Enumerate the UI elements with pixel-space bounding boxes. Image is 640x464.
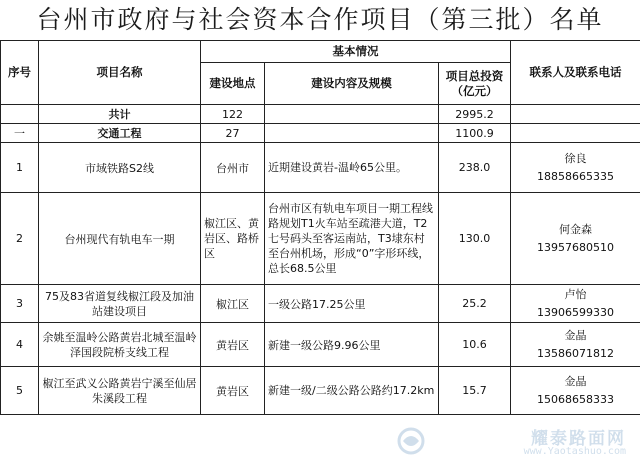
- total-content: [265, 105, 439, 124]
- row-project-name: 台州现代有轨电车一期: [39, 193, 201, 285]
- row-contact: [511, 323, 640, 367]
- category-row: [1, 124, 640, 143]
- row-location: 椒江区、黄岩区、路桥区: [201, 193, 265, 285]
- row-investment: 15.7: [439, 367, 511, 415]
- category-label: 交通工程: [39, 124, 201, 143]
- header-project-name: 项目名称: [39, 41, 201, 105]
- watermark-logo-icon: [394, 426, 428, 456]
- row-location: 椒江区: [201, 285, 265, 323]
- table-row: [1, 143, 640, 193]
- row-content: 台州市区有轨电车项目一期工程线路规划T1火车站至疏港大道，T2七号码头至客运南站，T3埭东村至台州机场，形成“0”字形环线，总长68.5公里: [265, 193, 439, 285]
- contact-name: 金晶: [564, 328, 587, 342]
- header-row-top: [1, 41, 640, 63]
- row-contact: [511, 143, 640, 193]
- row-location: 台州市: [201, 143, 265, 193]
- row-content: 新建一级公路9.96公里: [265, 323, 439, 367]
- row-project-name: 余姚至温岭公路黄岩北城至温岭泽国段院桥支线工程: [39, 323, 201, 367]
- row-seq: 2: [1, 193, 39, 285]
- watermark-text: 耀泰路面网: [531, 429, 626, 449]
- header-seq: 序号: [1, 41, 39, 105]
- row-seq: 1: [1, 143, 39, 193]
- category-content: [265, 124, 439, 143]
- contact-phone: 13586071812: [537, 346, 615, 360]
- row-content: 一级公路17.25公里: [265, 285, 439, 323]
- header-basic-info: 基本情况: [201, 41, 511, 63]
- category-contact: [511, 124, 640, 143]
- row-project-name: 椒江至武义公路黄岩宁溪至仙居朱溪段工程: [39, 367, 201, 415]
- page-title: 台州市政府与社会资本合作项目（第三批）名单: [36, 5, 604, 34]
- header-content: 建设内容及规模: [265, 63, 439, 105]
- row-project-name: 市域铁路S2线: [39, 143, 201, 193]
- total-label: 共计: [39, 105, 201, 124]
- header-contact: 联系人及联系电话: [511, 41, 640, 105]
- row-content: 新建一级/二级公路公路约17.2km: [265, 367, 439, 415]
- contact-name: 何金森: [559, 222, 593, 236]
- row-location: 黄岩区: [201, 367, 265, 415]
- row-investment: 130.0: [439, 193, 511, 285]
- total-contact: [511, 105, 640, 124]
- total-count: 122: [201, 105, 265, 124]
- total-row: [1, 105, 640, 124]
- row-project-name: 75及83省道复线椒江段及加油站建设项目: [39, 285, 201, 323]
- project-table: [0, 40, 640, 415]
- contact-phone: 18858665335: [537, 169, 615, 183]
- row-seq: 3: [1, 285, 39, 323]
- table-row: [1, 367, 640, 415]
- contact-name: 卢怡: [564, 287, 587, 301]
- row-contact: [511, 193, 640, 285]
- contact-name: 金晶: [564, 374, 587, 388]
- header-investment: 项目总投资（亿元）: [439, 63, 511, 105]
- watermark-url: www.Yaotashuo.com: [523, 446, 626, 457]
- contact-name: 徐良: [564, 151, 587, 165]
- row-seq: 4: [1, 323, 39, 367]
- watermark: [394, 424, 634, 460]
- row-contact: [511, 367, 640, 415]
- category-count: 27: [201, 124, 265, 143]
- header-location: 建设地点: [201, 63, 265, 105]
- row-investment: 25.2: [439, 285, 511, 323]
- contact-phone: 15068658333: [537, 392, 615, 406]
- total-investment: 2995.2: [439, 105, 511, 124]
- row-seq: 5: [1, 367, 39, 415]
- row-contact: [511, 285, 640, 323]
- table-row: [1, 193, 640, 285]
- contact-phone: 13906599330: [537, 305, 615, 319]
- table-row: [1, 323, 640, 367]
- total-seq: [1, 105, 39, 124]
- table-row: [1, 285, 640, 323]
- category-seq: 一: [1, 124, 39, 143]
- row-investment: 10.6: [439, 323, 511, 367]
- category-investment: 1100.9: [439, 124, 511, 143]
- row-location: 黄岩区: [201, 323, 265, 367]
- row-content: 近期建设黄岩-温岭65公里。: [265, 143, 439, 193]
- contact-phone: 13957680510: [537, 240, 615, 254]
- row-investment: 238.0: [439, 143, 511, 193]
